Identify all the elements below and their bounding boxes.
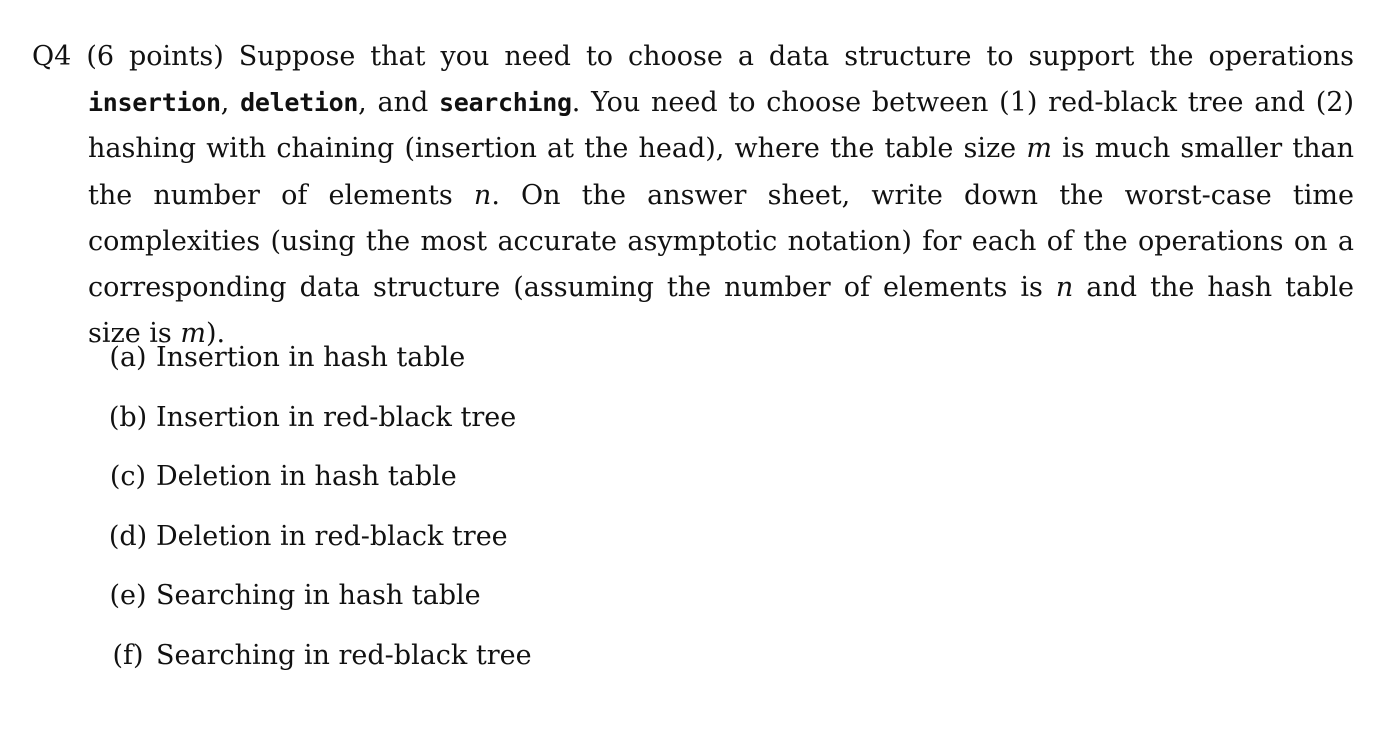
separator-1: , — [220, 87, 241, 119]
question-intro: Suppose that you need to choose a data structure to support the operations — [238, 41, 1354, 72]
sub-question-text: Insertion in hash table — [156, 342, 466, 373]
sub-question — [100, 455, 532, 515]
question-text-2: is much smaller than the number of elements — [88, 133, 1354, 211]
question-number: Q4 — [32, 41, 72, 72]
sub-question-text: Deletion in hash table — [156, 461, 457, 492]
operation-searching: searching — [439, 88, 572, 118]
operation-insertion: insertion — [88, 88, 221, 118]
question-text-3: . On the answer sheet, write down the worst-case time complexities (using the most accurate asymptotic notation) for each of the operations on a corresponding data structure (assuming the number of elements is — [88, 179, 1354, 304]
sub-question-label: (d) — [108, 520, 148, 552]
sub-question-label: (f) — [112, 639, 144, 671]
variable-n: n — [473, 179, 492, 211]
sub-question — [100, 574, 532, 634]
sub-question-label: (c) — [109, 461, 147, 492]
sub-question-label: (b) — [108, 401, 148, 433]
sub-question-list — [100, 336, 532, 693]
variable-m: m — [1026, 133, 1052, 165]
sub-question-text: Insertion in red-black tree — [156, 401, 517, 433]
sub-question — [100, 396, 532, 456]
sub-question — [100, 515, 532, 575]
sub-question — [100, 634, 532, 694]
operation-deletion: deletion — [240, 88, 359, 118]
sub-question-text: Searching in red-black tree — [156, 639, 532, 671]
separator-2: , and — [358, 87, 439, 119]
sub-question — [100, 336, 532, 396]
sub-question-label: (a) — [109, 342, 147, 373]
sub-question-label: (e) — [109, 580, 147, 611]
question-text-5: ). — [205, 318, 226, 350]
question-body — [32, 34, 1354, 357]
question-text-4: and the hash table size is — [88, 272, 1354, 350]
variable-m: m — [180, 318, 206, 350]
variable-n: n — [1055, 272, 1074, 304]
sub-question-text: Deletion in red-black tree — [156, 520, 508, 552]
question-block — [32, 34, 1354, 357]
question-points: (6 points) — [86, 41, 224, 72]
question-text-1: . You need to choose between (1) red-black tree and (2) hashing with chaining (insertion at the head), where the table size — [88, 87, 1354, 165]
sub-question-text: Searching in hash table — [156, 580, 481, 611]
